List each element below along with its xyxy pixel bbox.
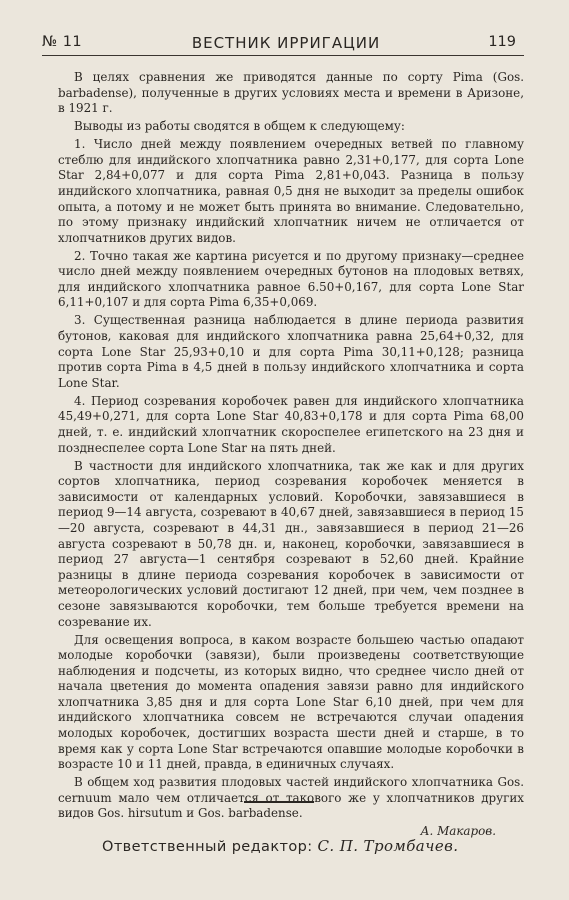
author-signature: А. Макаров. [420, 824, 496, 839]
separator-line [244, 801, 314, 803]
journal-title: ВЕСТНИК ИРРИГАЦИИ [191, 34, 381, 52]
paragraph: 2. Точно такая же картина рисуется и по другому признаку—среднее число дней между появлением очередных бутонов на плодовых ветвях, для индийского хлопчатника равное 6.50+0,167, для сорта Lone Star 6,11+0,107 и для сорта Pima 6,35+0,069. [58, 248, 524, 310]
paragraph: 3. Существенная разница наблюдается в длине периода развития бутонов, каковая для индийского хлопчатника равна 25,64+0,32, для сорта Lone Star 25,93+0,10 и для сорта Pima 30,11+0,128; разница против сорта Pima в 4,5 дней в пользу индийского хлопчатника и сорта Lone Star. [58, 313, 524, 390]
paragraph: В целях сравнения же приводятся данные по сорту Pima (Gos. barbadense), полученные в других условиях места и времени в Аризоне, в 1921 г. [58, 70, 524, 116]
paragraph: Для освещения вопроса, в каком возрасте большею частью опадают молодые коробочки (завязи), были произведены соответствующие наблюдения и подсчеты, из которых видно, что среднее число дней от начала цветения до момента опадения завязи равно для индийского хлопчатника 3,85 дня и для сорта Lone Star 6,10 дней, при чем для индийского хлопчатника совсем не встречаются случаи опадения молодых коробочек, достигших возраста шести дней и старше, в то время как у сорта Lone Star встречаются опавшие молодые коробочки в возрасте 10 и 11 дней, правда, в единичных случаях. [58, 632, 524, 772]
editor-line [102, 837, 522, 855]
paragraph: В частности для индийского хлопчатника, так же как и для других сортов хлопчатника, период созревания коробочек меняется в зависимости от календарных условий. Коробочки, завязавшиеся в период 9—14 августа, созревают в 40,67 дней, завязавшиеся в период 15—20 августа, созревают в 44,31 дн., завязавшиеся в период 21—26 августа созревают в 50,78 дн. и, наконец, коробочки, завязавшиеся в период 27 августа—1 сентября созревают в 52,60 дней. Крайние разницы в длине периода созревания коробочек в зависимости от метеорологических условий достигают 12 дней, при чем, чем позднее в сезоне завязываются коробочки, тем больше требуется времени на созревание их. [58, 458, 524, 629]
paragraph: 4. Период созревания коробочек равен для индийского хлопчатника 45,49+0,271, для сорта Lone Star 40,83+0,178 и для сорта Pima 68,00 дней, т. е. индийский хлопчатник скороспелее египетского на 23 дня и позднеспелее сорта Lone Star на пять дней. [58, 393, 524, 455]
running-header [42, 30, 530, 56]
editor-name: С. П. Тромбачев. [317, 837, 459, 855]
header-rule [42, 55, 524, 56]
paragraph: В общем ход развития плодовых частей индийского хлопчатника Gos. cernuum мало чем отличается от такового же у хлопчатников других видов Gos. hirsutum и Gos. barbadense. [58, 775, 524, 821]
editor-label: Ответственный редактор: [102, 839, 313, 855]
paragraph: 1. Число дней между появлением очередных ветвей по главному стеблю для индийского хлопчатника равно 2,31+0,177, для сорта Lone Star 2,84+0,077 и для сорта Pima 2,81+0,043. Разница в пользу индийского хлопчатника, равная 0,5 дня не выходит за пределы ошибок опыта, а потому и не может быть принята во внимание. Следовательно, по этому признаку индийский хлопчатник ничем не отличается от хлопчатников других видов. [58, 137, 524, 245]
issue-number: № 11 [42, 34, 83, 50]
page-number: 119 [488, 34, 516, 50]
article-body [58, 70, 524, 842]
paragraph: Выводы из работы сводятся в общем к следующему: [74, 119, 405, 134]
